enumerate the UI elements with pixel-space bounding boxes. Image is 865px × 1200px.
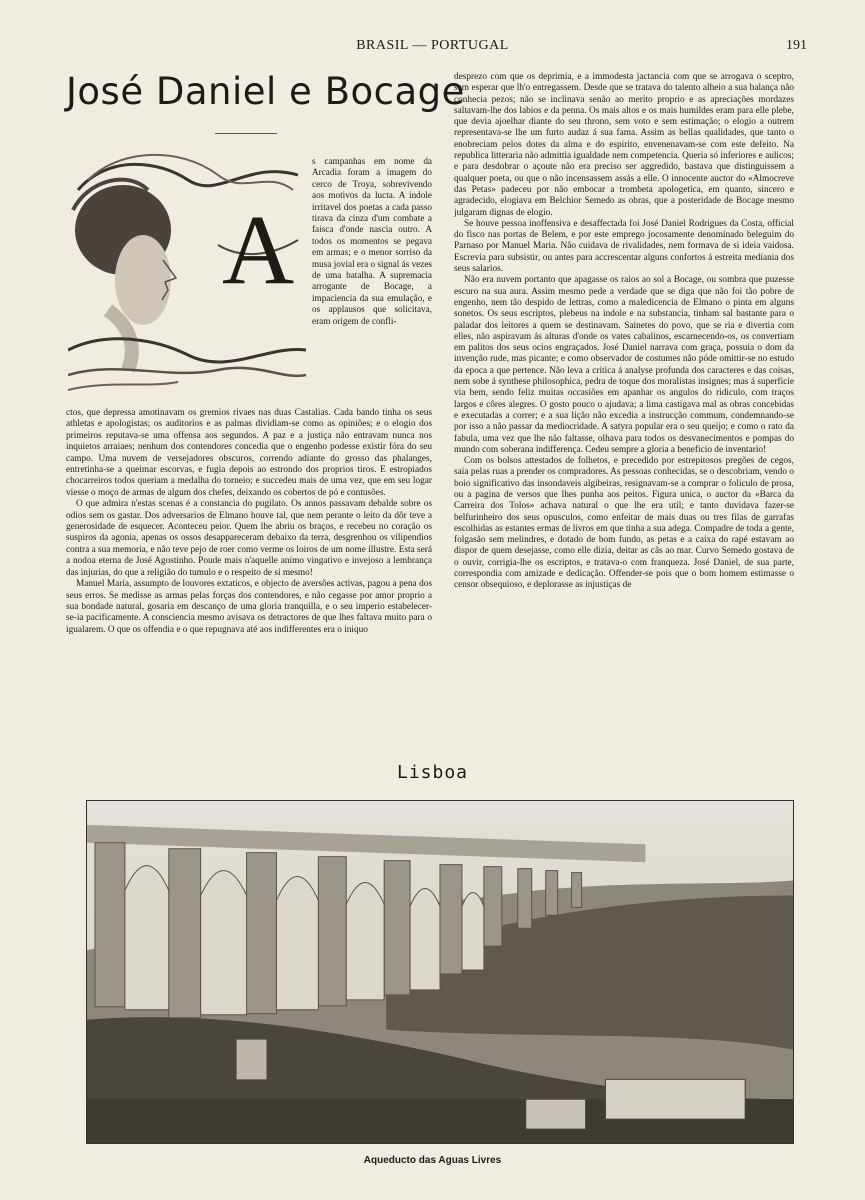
- title-divider: [215, 133, 277, 134]
- aqueduct-photograph: [86, 800, 794, 1144]
- body-paragraph: Se houve pessoa inoffensiva e desaffectada foi José Daniel Rodrigues da Costa, official do fisco nas portas de Belem, e por este emprego jocosamente denominado beleguim do Parnaso por Manuel Maria. Não cuidava de rivalidades, nem formava de si ideia vaidosa. Escrevia para subsistir, ou antes para accrescentar alguns confortos á estreita mediania dos seus salarios.: [454, 218, 794, 275]
- running-head: BRASIL — PORTUGAL: [356, 38, 509, 53]
- body-paragraph: ctos, que depressa amotinavam os gremios rivaes nas duas Castalias. Cada bando tinha os seus athletas e apologistas; os auditorios e as palmas dividiam-se como as opiniões; e o elogio dos primeiros reputava-se uma offensa aos segundos. A paz e a justiça não entravam nunca nos inquietos arraiaes; nenhum dos contendores concedia que o engenho podesse existir fóra do seu campo. Uma nuvem de versejadores obscuros, correndo adiante do grosso das phalanges, entretinha-se a queimar escorvas, e fugia depois ao estrondo dos proprios tiros. E estropiados chocarreiros todos queriam a medalha do torneio; e succedeu mais de uma vez, que em seu logar viesse o moço de armas de algum dos chefes, deixando os cobertos de pó e contusões.: [66, 408, 432, 498]
- article-title: José Daniel e Bocage: [66, 70, 465, 113]
- body-paragraph: desprezo com que os deprimia, e a immodesta jactancia com que se arrogava o sceptro, sem esperar que lh'o entregassem. Desde que se tratava do talento alheio a sua balança não conhecia pezos; não se inclinava senão ao merito proprio e as apreciações mordazes saltavam-lhe dos labios e da penna. Os mais altos e os mais humildes eram para elle plebe, que devia ajoelhar diante do seu throno, sem voto e sem estimação; o elogio a outrem representava-se lhe um furto audaz á sua fama. Assim as bellas qualidades, que tanto o enobreciam pelos dotes da alma e do espirito, envenenavam-se com este defeito. Na republica litteraria não admittia igualdade nem competencia. Queria só inferiores e aulicos; e para desdobrar o açoute não era preciso ser aggredido, bastava que distinguissem a qualquer poeta, ou que o não incensassem assás a elle. O innocente auctor do «Almocreve das Petas» padeceu por não embocar a trombeta apologetica, em quanto, sincero e agradecido, elogiava em Belchior Semedo as obras, que a posteridade de Bocage mesmo julgaram dignas de elogio.: [454, 72, 794, 218]
- right-column: [454, 72, 794, 592]
- body-paragraph: Com os bolsos attestados de folhetos, e precedido por estrepitosos pregões de cegos, saía pelas ruas a prender os compradores. As pessoas conhecidas, se o descobriam, vendo o boio significativo das insondaveis algibeiras, resignavam-se a comprar o foliculo de prosa, ou a pagina de versos que lhes punha aos peitos. Figura unica, o auctor da «Barca da Carreira dos Tolos» achava natural o que lhe era util; e tanto duvidava fazer-se belfurinheiro dos seus opusculos, como enfeitar de mais duas ou tres filas de garrafas escolhidas as estantes ermas de livros em que tinha a sua adega. Compadre de toda a gente, folgasão sem melindres, e dotado de bom fundo, as petas e a caixa do rapé estavam ao dispor de quem desejasse, como elle dizia, deitar as cãs ao mar. Curvo Semedo gostava de o ouvir, corrigia-lhe os escriptos, e tratava-o com franqueza. José Daniel, de sua parte, correspondia com amizade e dedicação. Offender-se pois que o bom homem estimasse o censor obsequioso, e deplorasse as injustiças de: [454, 456, 794, 591]
- left-column: [66, 408, 432, 636]
- page-number: 191: [786, 38, 807, 53]
- drop-cap-letter: A: [222, 194, 295, 305]
- body-paragraph: Não era nuvem portanto que apagasse os raios ao sol a Bocage, ou sombra que puzesse escuro na sua aura. Assim mesmo pede a verdade que se diga que não foi tão pobre de engenho, nem tão despido de lettras, como a maledicencia de Elmano o pinta em alguns sonetos. Os seus escriptos, plebeus na indole e na substancia, tinham sal bastante para o paladar dos leitores a quem se destinavam. Sainetes do povo, que se ria e divertia com elles, não aspiravam ás alturas d'onde os vates cabalinos, escarnecendo-os, os convertiam em palitos dos seus ocios engraçados. José Daniel narrava com graça, possuia o dom da invenção rude, mas picante; e como observador de costumes não póde omittir-se no estudo da epoca a que pertence. Não leva a critica á analyse profunda dos caracteres e das coisas, nem sobe á synthese philosophica, pedra de toque dos moralistas insignes; mas á superficie via bem, sendo feliz muitas occasiões em apanhar os angulos do ridiculo, com traços largos e côres alegres. O gosto pouco o ajudava; a lima castigava mal as obras concebidas e executadas a correr; e a sua lição não excedia a instrucção commum, condemnando-se por isso a não passar da mediocridade. A satyra popular era o seu queijo; e como o rato da fabula, uma vez que lhe não faltasse, olhava para todos os desvanecimentos e pompas do mundo com soberana indifferença. Cedeu sempre a gloria a beneficio de inventario!: [454, 275, 794, 455]
- body-paragraph: Manuel Maria, assumpto de louvores extaticos, e objecto de aversões activas, pagou a pena dos seus erros. Se medisse as armas pelas forças dos contendores, e não cegasse por amor proprio a sua bondade natural, gosaria em descanço de uma gloria tranquilla, e o seu imperio estabelecer-se-ia pacificamente. A consciencia mesmo avisava os detractores de que lhes faltava muito para o igualarem. O que os offendia e o que repugnava até aos indifferentes era o iniquo: [66, 579, 432, 635]
- article-lead-paragraph: s campanhas em nome da Arcadia foram a imagem do cerco de Troya, sobrevivendo aos motivos da lucta. A indole irritavel dos poetas a cada passo tirava da cinza d'um combate a faisca d'onde nascia outro. A todos os momentos se pegava em armas; e o menor sorriso da musa jovial era o signal ás vezes de uma batalha. A supremacia arrogante de Bocage, a impaciencia da sua emulação, e os applausos que solicitava, eram origem de confli-: [312, 156, 432, 326]
- body-paragraph: O que admira n'estas scenas é a constancia do pugilato. Os annos passavam debalde sobre os odios sem os gastar. Dos adversarios de Elmano houve tal, que nem perante o leito da dôr teve a generosidade de esquecer. Aconteceu peior. Quem lhe abriu os braços, e recebeu no coração os suspiros da agonia, apenas os ossos desappareceram debaixo da terra, desgrenhou os vilipendios contra a sua memoria, e não teve pejo de roer como verme os loiros de um nome illustre. Esta será a nodoa eterna de José Agostinho. Poude mais n'aquelle animo vingativo e invejoso a lembrança das injurias, do que a religião do tumulo e o respeito de si mesmo!: [66, 499, 432, 578]
- page-header: [0, 38, 865, 58]
- photo-caption: Aqueducto das Aguas Livres: [363, 1155, 502, 1166]
- section-title: Lisboa: [396, 762, 469, 783]
